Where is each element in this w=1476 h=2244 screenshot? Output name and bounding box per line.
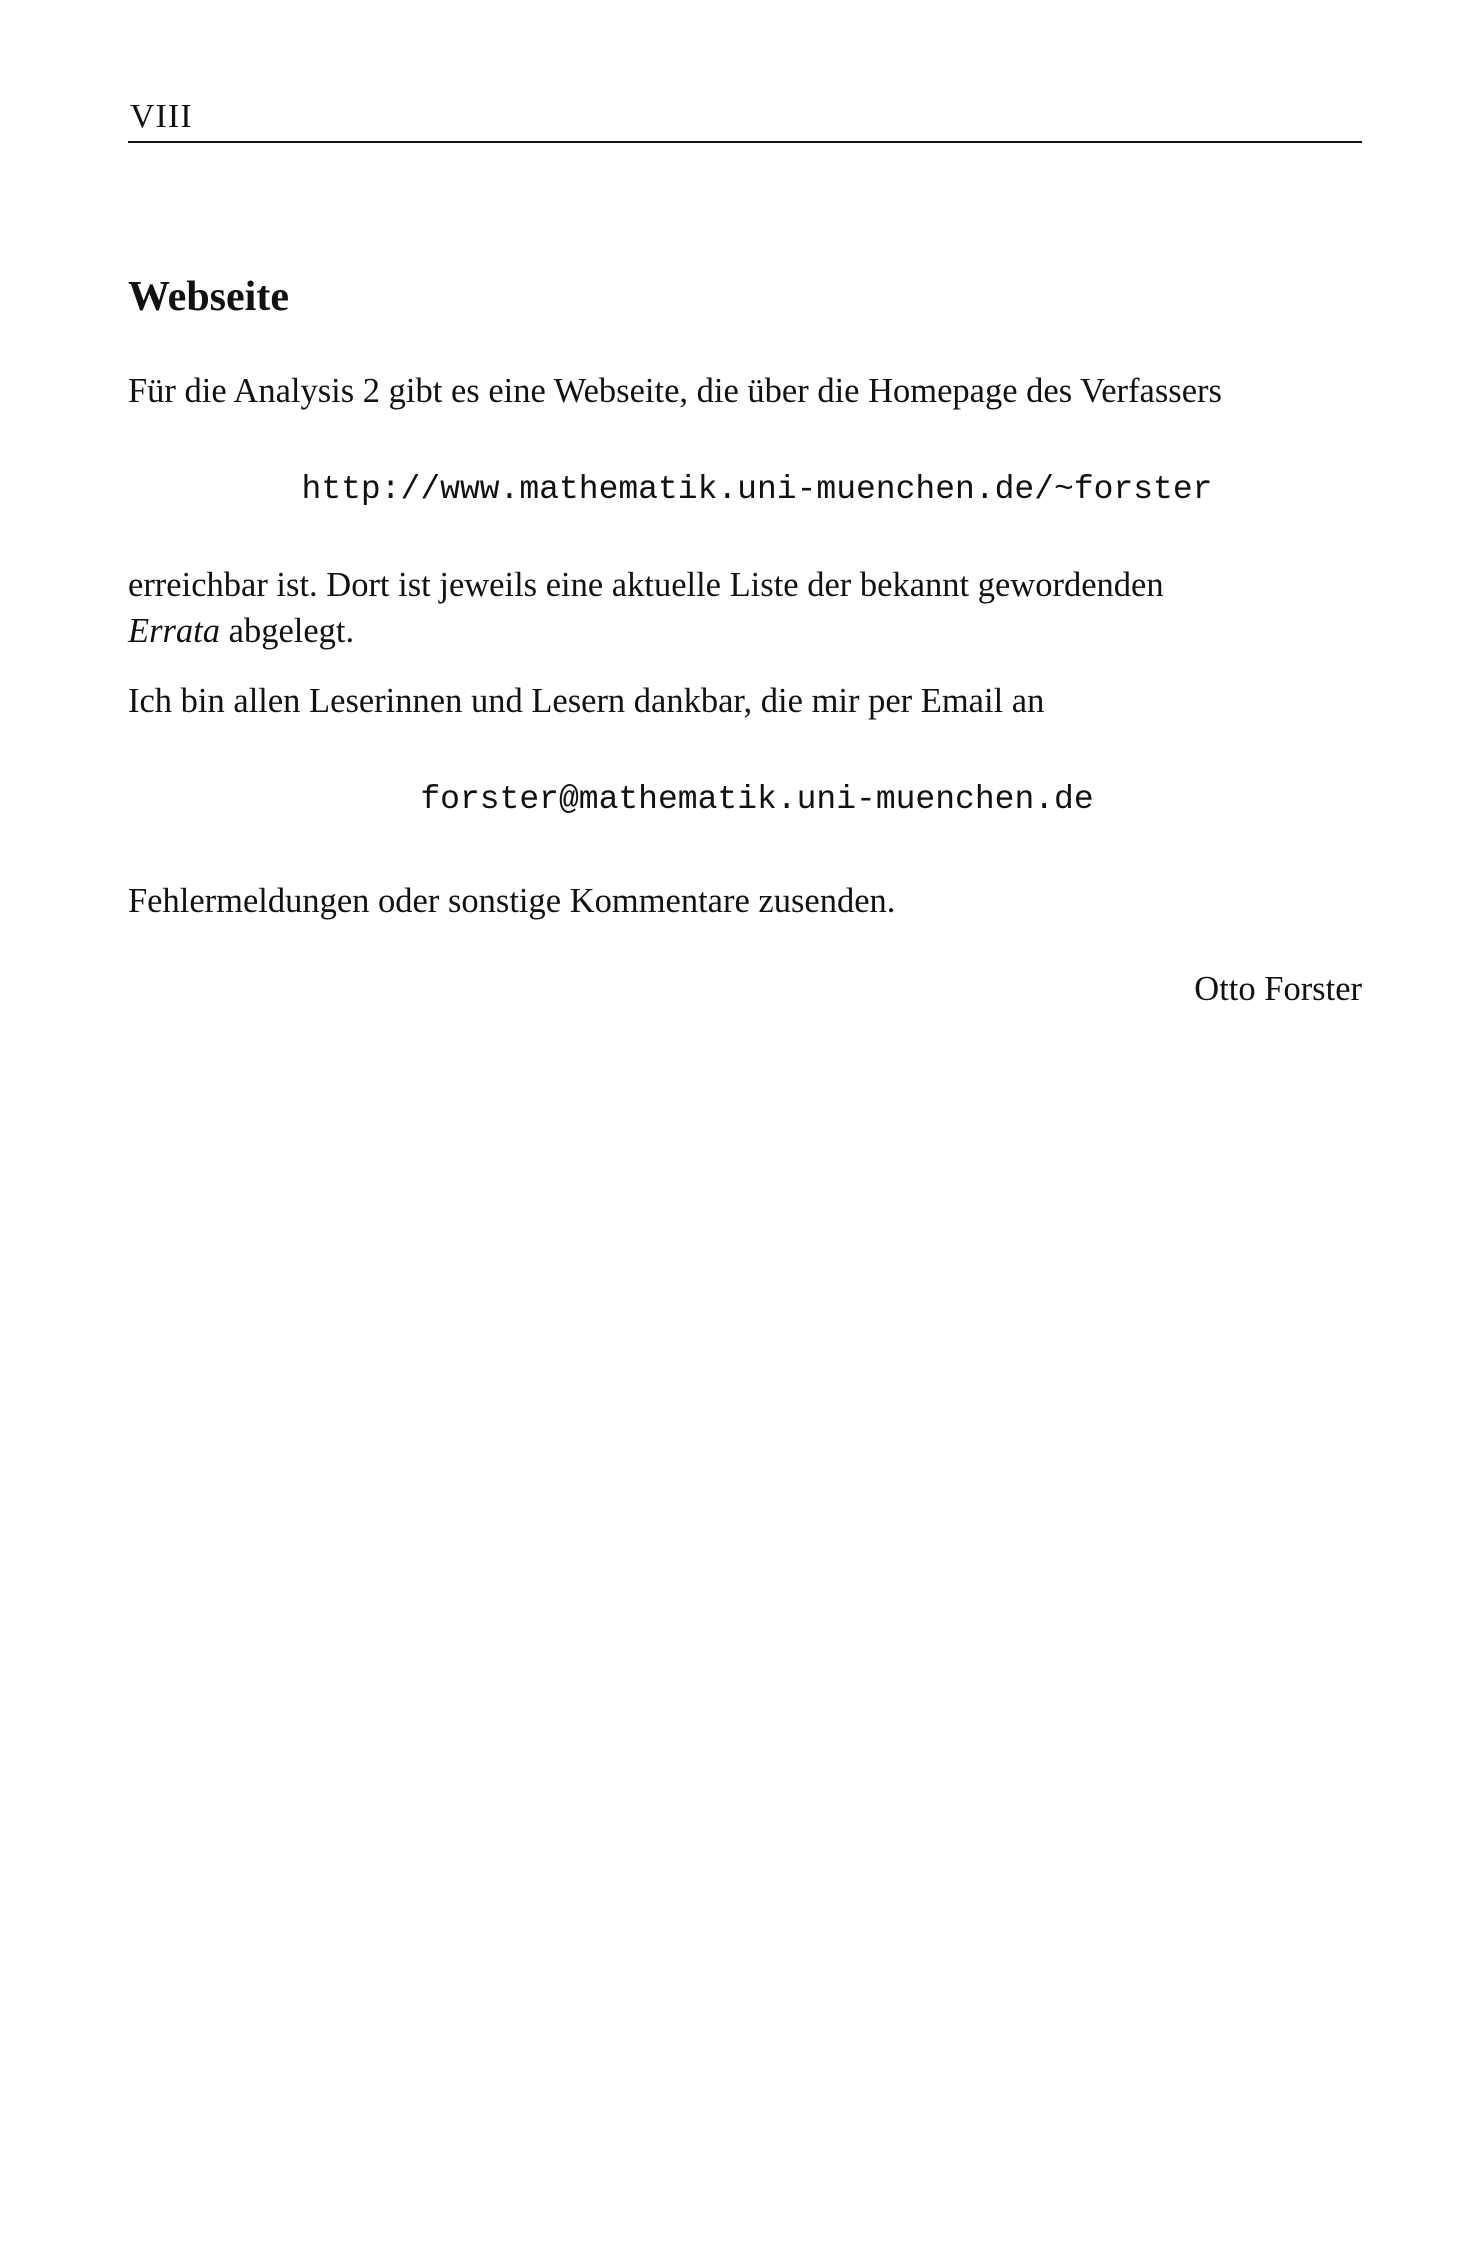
- author-signature: Otto Forster: [1194, 970, 1362, 1008]
- errata-word: Errata: [128, 612, 221, 650]
- errata-paragraph-line1: erreichbar ist. Dort ist jeweils eine aktuelle Liste der bekannt gewordenden: [128, 566, 1164, 604]
- closing-paragraph: Fehlermeldungen oder sonstige Kommentare zusenden.: [128, 882, 896, 920]
- intro-paragraph: Für die Analysis 2 gibt es eine Webseite, die über die Homepage des Verfassers: [128, 372, 1222, 410]
- errata-paragraph: [128, 562, 1362, 654]
- section-title: Webseite: [128, 274, 289, 320]
- homepage-url: http://www.mathematik.uni-muenchen.de/~forster: [301, 471, 1213, 508]
- page-number: VIII: [130, 98, 193, 135]
- author-email: forster@mathematik.uni-muenchen.de: [420, 781, 1094, 818]
- book-page: [128, 0, 1362, 2244]
- running-head: [128, 97, 1362, 143]
- errata-paragraph-rest: abgelegt.: [220, 612, 355, 650]
- thanks-paragraph: Ich bin allen Leserinnen und Lesern dankbar, die mir per Email an: [128, 682, 1045, 720]
